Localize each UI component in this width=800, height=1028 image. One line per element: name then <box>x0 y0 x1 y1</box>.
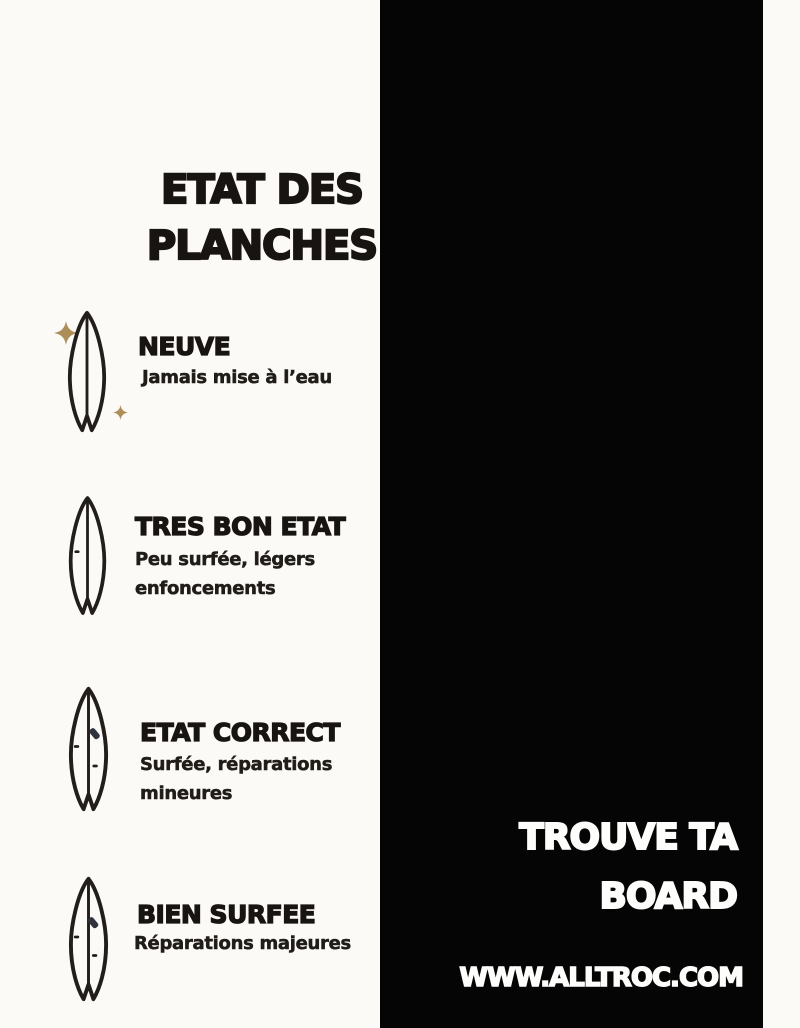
surfboard-heavy-use-icon <box>66 872 111 1007</box>
item-desc-line: Jamais mise à l’eau <box>142 367 332 388</box>
surfboard-repaired-icon <box>66 685 111 814</box>
item-desc-line: Surfée, réparations <box>140 754 333 775</box>
item-desc-line: mineures <box>140 783 233 804</box>
surfboard-light-dings-icon <box>66 492 109 620</box>
item-desc-line: Peu surfée, légers <box>135 549 315 570</box>
tagline-line-1: TROUVE TA <box>519 817 737 858</box>
sparkle-icon <box>113 405 128 420</box>
page-title-line-1: ETAT DES <box>161 167 363 213</box>
item-desc-neuve <box>142 363 332 392</box>
item-desc-line: enfoncements <box>135 578 276 599</box>
item-title-bien-surfee: BIEN SURFEE <box>137 900 316 929</box>
repair-patch-mark <box>88 727 100 740</box>
ding-mark <box>74 745 79 748</box>
item-desc-bien-surfee <box>134 929 351 958</box>
ding-mark <box>92 954 97 957</box>
page-title-line-2: PLANCHES <box>146 223 378 269</box>
item-desc-etat-correct <box>140 750 332 808</box>
tagline-line-2: BOARD <box>599 876 737 917</box>
item-title-tres-bon-etat: TRES BON ETAT <box>135 512 346 541</box>
tagline <box>519 808 737 926</box>
surfboard-new-icon <box>64 310 110 434</box>
item-title-neuve: NEUVE <box>138 332 231 361</box>
ding-mark <box>74 936 79 939</box>
page-title <box>117 162 407 274</box>
ding-mark <box>92 765 97 768</box>
item-desc-tres-bon-etat <box>135 545 315 603</box>
ding-mark <box>74 550 79 553</box>
website-url: WWW.ALLTROC.COM <box>459 963 743 993</box>
item-title-etat-correct: ETAT CORRECT <box>140 718 340 747</box>
item-desc-line: Réparations majeures <box>134 933 351 954</box>
